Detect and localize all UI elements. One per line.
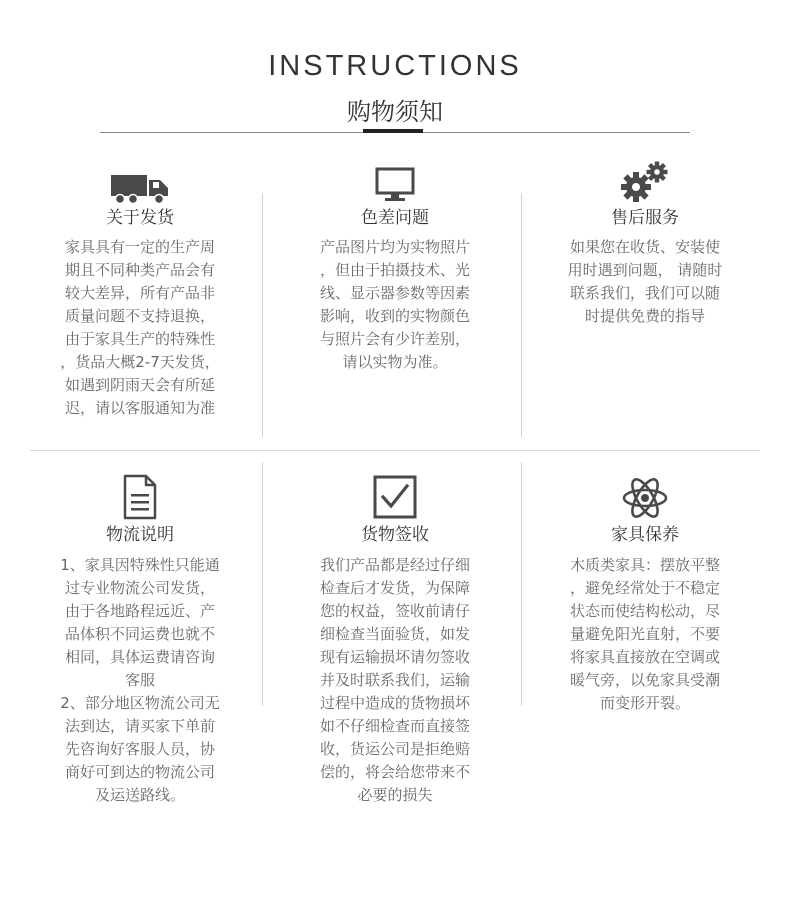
body-line: 商好可到达的物流公司 (64, 763, 215, 781)
body-line: 期且不同种类产品会有 (64, 261, 215, 279)
body-line: 必要的损失 (357, 786, 433, 804)
body-line: 如果您在收货、安装使 (569, 238, 720, 256)
body-line: 如遇到阴雨天会有所延 (64, 376, 215, 394)
section-title: 关于发货 (106, 208, 174, 228)
body-line: 而变形开裂。 (599, 694, 690, 712)
body-line: 细检查当面验货，如发 (319, 625, 470, 643)
title-accent-bar (363, 129, 423, 133)
body-line: 过专业物流公司发货， (64, 579, 215, 597)
section-furniture-care (545, 474, 745, 734)
body-line: 线、显示器参数等因素 (319, 284, 470, 302)
column-divider (262, 462, 263, 706)
body-line: 收，货运公司是拒绝赔 (319, 740, 470, 758)
section-title: 家具保养 (611, 525, 679, 545)
section-body (40, 554, 240, 807)
body-line: 较大差异，所有产品非 (64, 284, 215, 302)
body-line: 暖气旁，以免家具受潮 (569, 671, 720, 689)
body-line: ，货品大概2-7天发货， (60, 353, 220, 371)
section-title: 售后服务 (611, 208, 679, 228)
body-line: 过程中造成的货物损坏 (319, 694, 470, 712)
body-line: 迟，请以客服通知为准 (64, 399, 215, 417)
body-line: 联系我们，我们可以随 (569, 284, 720, 302)
body-line: 2、部分地区物流公司无 (60, 694, 220, 712)
atom-icon (605, 474, 685, 524)
body-line: 先咨询好客服人员，协 (64, 740, 215, 758)
row-divider (30, 450, 760, 451)
body-line: 相同，具体运费请咨询 (64, 648, 215, 666)
body-line: ，避免经常处于不稳定 (569, 579, 720, 597)
body-line: 请以实物为准。 (342, 353, 448, 371)
body-line: 您的权益，签收前请仔 (319, 602, 470, 620)
section-title: 物流说明 (106, 525, 174, 545)
document-icon (100, 474, 180, 524)
body-line: 客服 (124, 671, 155, 689)
section-body (295, 554, 495, 807)
body-line: 量避免阳光直射，不要 (569, 625, 720, 643)
body-line: 偿的，将会给您带来不 (319, 763, 470, 781)
column-divider (262, 193, 263, 437)
body-line: 木质类家具：摆放平整 (569, 556, 720, 574)
body-line: 家具具有一定的生产周 (64, 238, 215, 256)
body-line: 由于家具生产的特殊性 (64, 330, 215, 348)
body-line: 用时遇到问题， 请随时 (567, 261, 723, 279)
body-line: 检查后才发货，为保障 (319, 579, 470, 597)
body-line: 质量问题不支持退换， (64, 307, 215, 325)
body-line: 品体积不同运费也就不 (64, 625, 215, 643)
checkbox-icon (355, 474, 435, 524)
section-body (545, 554, 745, 715)
section-receipt (295, 474, 495, 814)
body-line: 及运送路线。 (94, 786, 185, 804)
body-line: 产品图片均为实物照片 (319, 238, 470, 256)
page-title-english: INSTRUCTIONS (268, 50, 522, 82)
section-body (295, 236, 495, 374)
section-after-sales (545, 160, 745, 435)
body-line: 并及时联系我们，运输 (319, 671, 470, 689)
section-title: 色差问题 (361, 208, 429, 228)
column-divider (521, 193, 522, 437)
page-title-chinese: 购物须知 (347, 98, 443, 126)
body-line: 如不仔细检查而直接签 (319, 717, 470, 735)
section-body (545, 236, 745, 328)
body-line: 法到达，请买家下单前 (64, 717, 215, 735)
page-header (0, 0, 790, 140)
section-shipping (40, 165, 240, 435)
column-divider (521, 462, 522, 706)
body-line: 状态而使结构松动，尽 (569, 602, 720, 620)
section-color-difference (295, 165, 495, 435)
gears-icon (605, 160, 685, 210)
body-line: 我们产品都是经过仔细 (319, 556, 470, 574)
section-title: 货物签收 (361, 525, 429, 545)
body-line: 1、家具因特殊性只能通 (60, 556, 220, 574)
body-line: 与照片会有少许差别， (319, 330, 470, 348)
section-body (40, 236, 240, 420)
body-line: 时提供免费的指导 (584, 307, 705, 325)
section-logistics (40, 474, 240, 814)
body-line: 影响，收到的实物颜色 (319, 307, 470, 325)
body-line: 由于各地路程远近、产 (64, 602, 215, 620)
body-line: ，但由于拍摄技术、光 (319, 261, 470, 279)
body-line: 将家具直接放在空调或 (569, 648, 720, 666)
body-line: 现有运输损坏请勿签收 (319, 648, 470, 666)
